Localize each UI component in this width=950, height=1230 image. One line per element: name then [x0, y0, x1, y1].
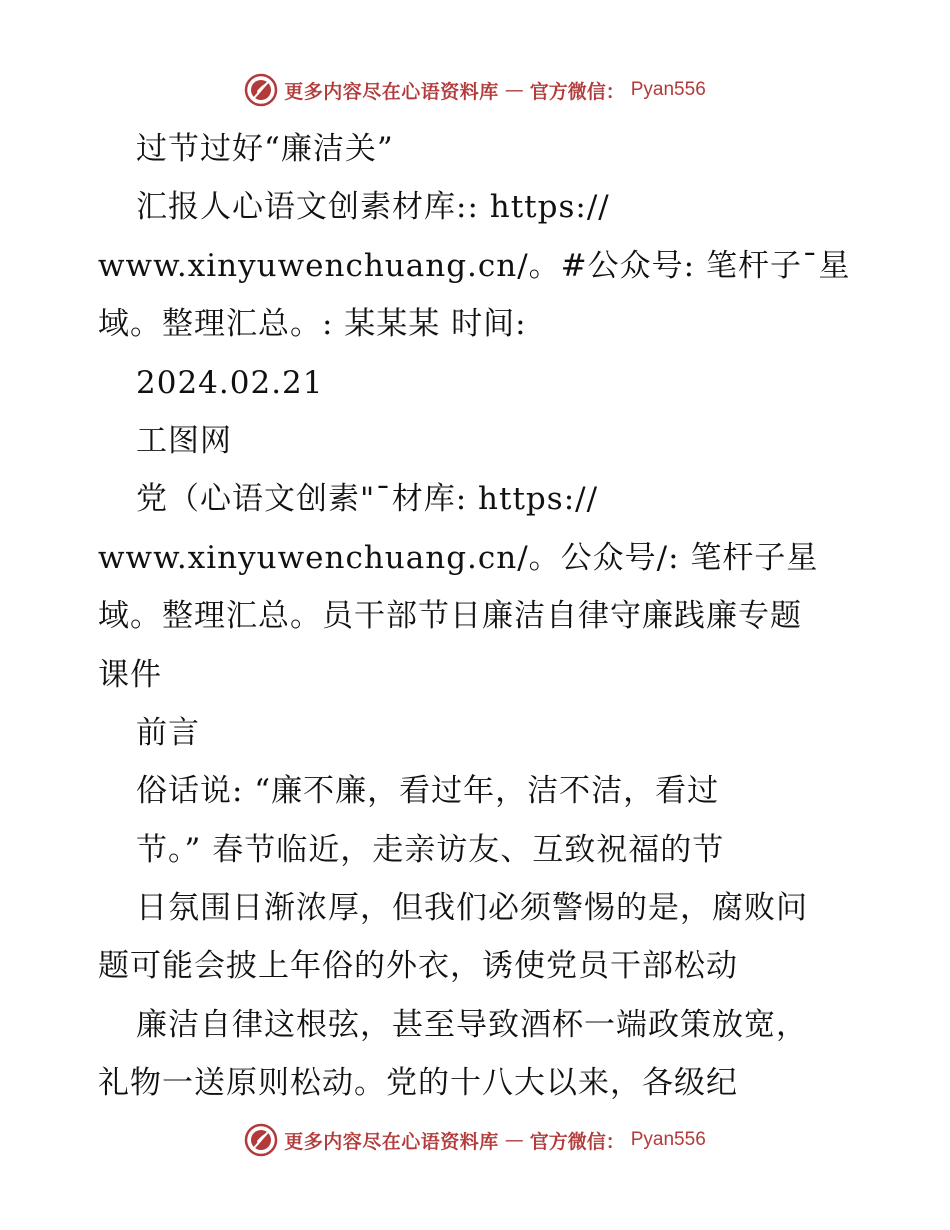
watermark-brand: 更多内容尽在心语资料库	[284, 80, 499, 103]
document-body	[98, 120, 858, 1113]
feather-seal-icon	[244, 1123, 278, 1157]
watermark-separator: —	[504, 79, 524, 101]
text-line: 廉洁自律这根弦，甚至导致酒杯一端政策放宽，	[136, 1006, 808, 1043]
watermark-separator: —	[504, 1129, 524, 1151]
text-line: 日氛围日渐浓厚，但我们必须警惕的是，腐败问	[136, 890, 808, 927]
text-line: 礼物一送原则松动。党的十八大以来，各级纪	[98, 1065, 738, 1102]
text-line: www.xinyuwenchuang.cn/。公众号/: 笔杆子星	[98, 539, 819, 576]
text-line: 域。整理汇总。: 某某某 时间:	[98, 306, 527, 343]
text-line: 前言	[136, 714, 200, 751]
watermark-brand: 更多内容尽在心语资料库	[284, 1130, 499, 1153]
text-line: 节。” 春节临近，走亲访友、互致祝福的节	[136, 831, 725, 868]
text-line: 2024.02.21	[136, 364, 324, 401]
text-line: 过节过好“廉洁关”	[136, 131, 394, 167]
watermark-wechat-id: Pyan556	[630, 1129, 706, 1150]
feather-seal-icon	[244, 73, 278, 107]
watermark-wechat-id: Pyan556	[630, 79, 706, 100]
text-line: www.xinyuwenchuang.cn/。#公众号: 笔杆子¯星	[98, 247, 851, 284]
watermark-official-label: 官方微信：	[529, 80, 625, 103]
text-line: 课件	[98, 656, 162, 693]
text-line: 域。整理汇总。员干部节日廉洁自律守廉践廉专题	[98, 598, 802, 635]
footer-watermark	[0, 1120, 950, 1160]
header-watermark	[0, 70, 950, 110]
text-line: 俗话说: “廉不廉，看过年，洁不洁，看过	[136, 773, 720, 810]
text-line: 题可能会披上年俗的外衣，诱使党员干部松动	[98, 948, 738, 985]
text-line: 汇报人心语文创素材库:: https://	[136, 189, 610, 226]
watermark-official-label: 官方微信：	[529, 1130, 625, 1153]
text-line: 工图网	[136, 422, 232, 459]
text-line: 党（心语文创素"¯材库: https://	[136, 481, 599, 518]
